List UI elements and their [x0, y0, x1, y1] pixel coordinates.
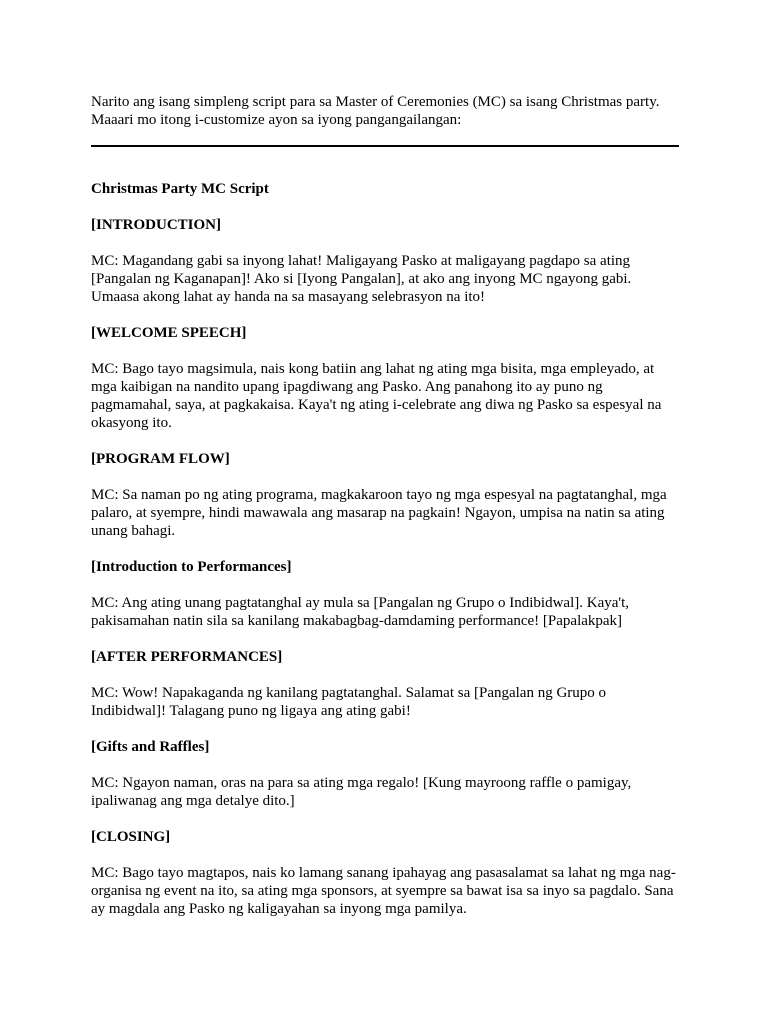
section-body-introduction-to-performances: MC: Ang ating unang pagtatanghal ay mula sa [Pangalan ng Grupo o Indibidwal]. Kaya't, pakisamahan natin sila sa kanilang makabagbag-damdaming performance! [Papalakpak] [91, 595, 630, 629]
horizontal-rule [91, 145, 679, 147]
section-heading-introduction-to-performances: [Introduction to Performances] [91, 559, 292, 575]
section-heading-introduction: [INTRODUCTION] [91, 217, 222, 233]
section-body-after-performances: MC: Wow! Napakaganda ng kanilang pagtatanghal. Salamat sa [Pangalan ng Grupo o Indibidwal]! Talagang puno ng ligaya ang ating gabi! [91, 685, 607, 719]
section-heading-program-flow: [PROGRAM FLOW] [91, 451, 230, 467]
section-body-gifts-and-raffles: MC: Ngayon naman, oras na para sa ating mga regalo! [Kung mayroong raffle o pamigay, ipaliwanag ang mga detalye dito.] [91, 775, 632, 809]
document-title: Christmas Party MC Script [91, 181, 269, 197]
intro-paragraph: Narito ang isang simpleng script para sa Master of Ceremonies (MC) sa isang Christmas party. Maaari mo itong i-customize ayon sa iyong pangangailangan: [91, 94, 660, 128]
section-heading-gifts-and-raffles: [Gifts and Raffles] [91, 739, 210, 755]
section-heading-after-performances: [AFTER PERFORMANCES] [91, 649, 283, 665]
section-body-closing: MC: Bago tayo magtapos, nais ko lamang sanang ipahayag ang pasasalamat sa lahat ng mga nag-organisa ng event na ito, sa ating mga sponsors, at syempre sa bawat isa sa inyo sa pagdalo. Sana ay magdala ang Pasko ng kaligayahan sa inyong mga pamilya. [91, 865, 676, 917]
section-heading-closing: [CLOSING] [91, 829, 171, 845]
section-heading-welcome-speech: [WELCOME SPEECH] [91, 325, 247, 341]
section-body-program-flow: MC: Sa naman po ng ating programa, magkakaroon tayo ng mga espesyal na pagtatanghal, mga palaro, at syempre, hindi mawawala ang masarap na pagkain! Ngayon, umpisa na natin sa ating unang bahagi. [91, 487, 667, 539]
section-body-welcome-speech: MC: Bago tayo magsimula, nais kong batiin ang lahat ng ating mga bisita, mga empleyado, at mga kaibigan na nandito upang ipagdiwang ang Pasko. Ang panahong ito ay puno ng pagmamahal, saya, at pagkakaisa. Kaya't ng ating i-celebrate ang diwa ng Pasko sa espesyal na okasyong ito. [91, 361, 662, 431]
document-page [91, 93, 681, 918]
section-body-introduction: MC: Magandang gabi sa inyong lahat! Maligayang Pasko at maligayang pagdapo sa ating [Pangalan ng Kaganapan]! Ako si [Iyong Pangalan], at ako ang inyong MC ngayong gabi. Umaasa akong lahat ay handa na sa masayang selebrasyon na ito! [91, 253, 632, 305]
